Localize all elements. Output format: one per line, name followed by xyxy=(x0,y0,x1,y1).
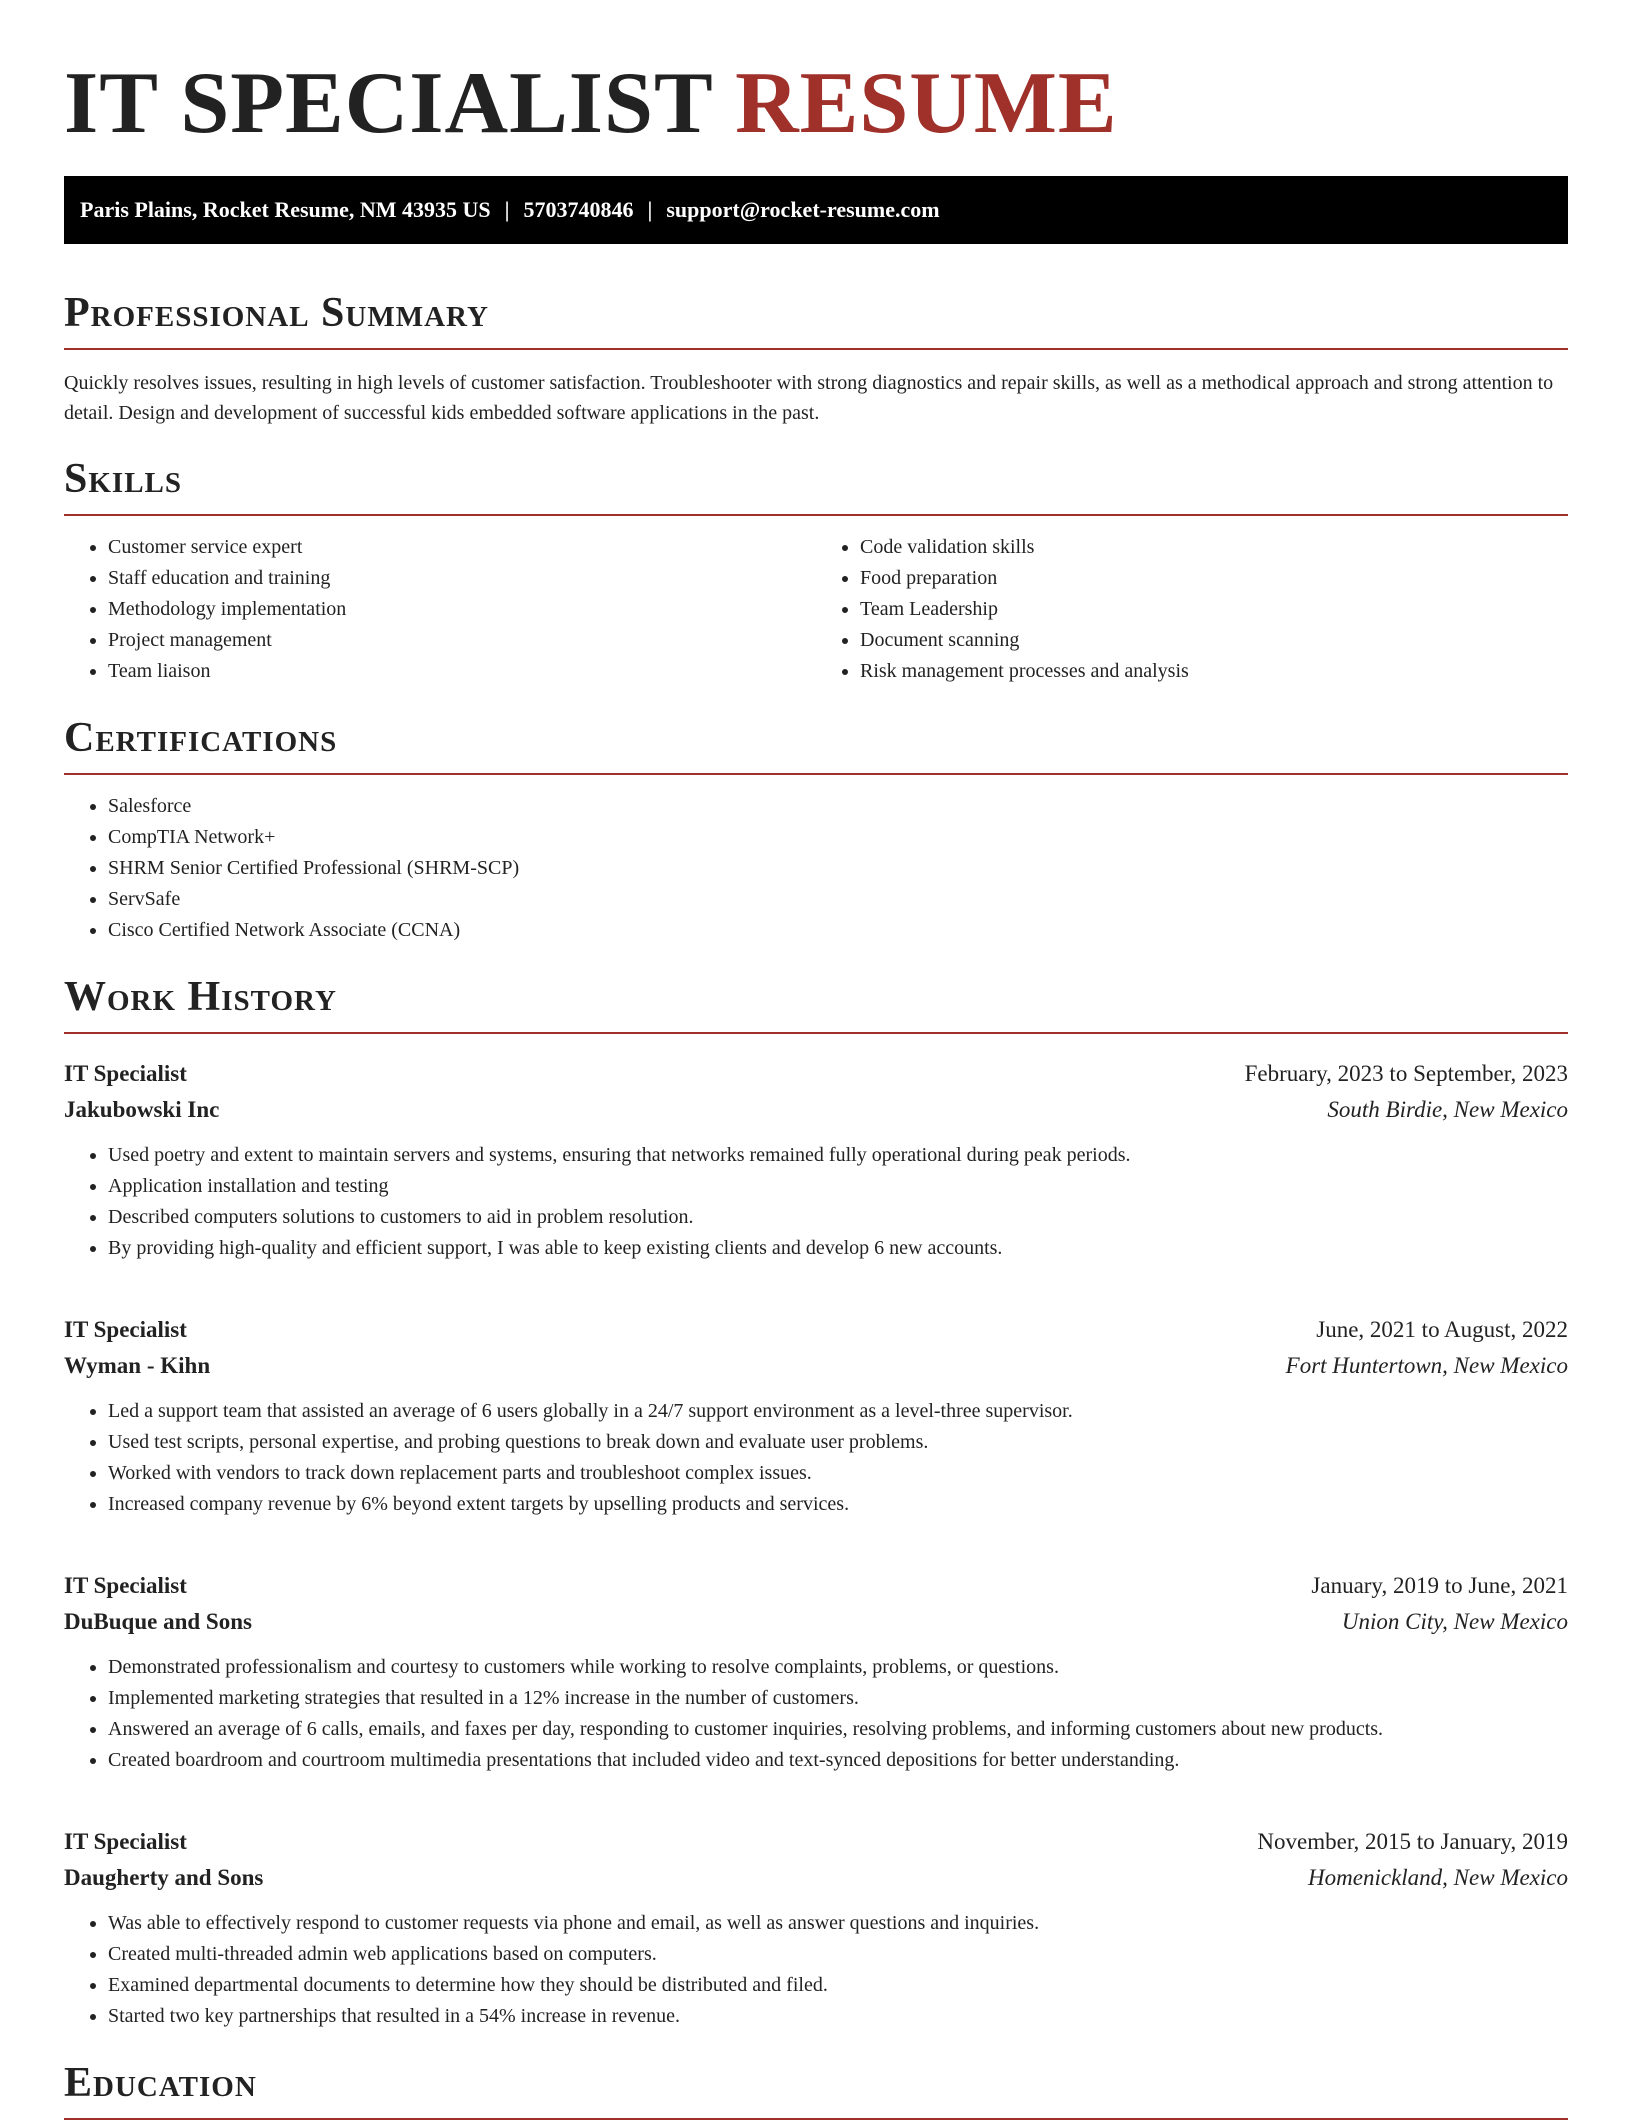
job-bullets xyxy=(64,1396,1568,1520)
contact-address: Paris Plains, Rocket Resume, NM 43935 US xyxy=(80,197,491,222)
job-header-row xyxy=(64,1568,1568,1604)
skill-item: • Team Leadership xyxy=(860,594,1568,625)
section-divider xyxy=(64,1032,1568,1034)
resume-title xyxy=(64,0,1568,166)
job-location: Fort Huntertown, New Mexico xyxy=(1285,1353,1568,1378)
job-company: Jakubowski Inc xyxy=(64,1097,220,1122)
job-bullet: • By providing high-quality and efficient support, I was able to keep existing clients and develop 6 new accounts. xyxy=(108,1233,1568,1264)
job-header-row xyxy=(64,1312,1568,1348)
skill-item: • Customer service expert xyxy=(108,532,816,563)
job-bullet: • Examined departmental documents to determine how they should be distributed and filed. xyxy=(108,1970,1568,2001)
job-entry xyxy=(64,1312,1568,1520)
skill-item: • Methodology implementation xyxy=(108,594,816,625)
skill-item: • Team liaison xyxy=(108,656,816,687)
job-dates: February, 2023 to September, 2023 xyxy=(1244,1061,1568,1086)
job-bullet: • Application installation and testing xyxy=(108,1171,1568,1202)
education-section xyxy=(64,2058,1568,2120)
job-bullets xyxy=(64,1908,1568,2032)
skills-section xyxy=(64,454,1568,687)
job-bullet: • Led a support team that assisted an average of 6 users globally in a 24/7 support environment as a level-three supervisor. xyxy=(108,1396,1568,1427)
education-heading: Education xyxy=(64,2060,257,2106)
job-bullet: • Used test scripts, personal expertise, and probing questions to break down and evaluate user problems. xyxy=(108,1427,1568,1458)
certification-item: • ServSafe xyxy=(108,884,1568,915)
job-bullet: • Started two key partnerships that resulted in a 54% increase in revenue. xyxy=(108,2001,1568,2032)
certifications-list xyxy=(64,791,1568,946)
certifications-heading: Certifications xyxy=(64,715,338,761)
certification-item: • CompTIA Network+ xyxy=(108,822,1568,853)
job-bullet: • Implemented marketing strategies that resulted in a 12% increase in the number of customers. xyxy=(108,1683,1568,1714)
contact-separator: | xyxy=(647,197,653,222)
job-bullet: • Was able to effectively respond to customer requests via phone and email, as well as answer questions and inquiries. xyxy=(108,1908,1568,1939)
job-company-row xyxy=(64,1604,1568,1640)
job-title: IT Specialist xyxy=(64,1061,187,1086)
job-bullet: • Created boardroom and courtroom multimedia presentations that included video and text-synced depositions for better understanding. xyxy=(108,1745,1568,1776)
job-dates: June, 2021 to August, 2022 xyxy=(1316,1317,1568,1342)
skill-item: • Project management xyxy=(108,625,816,656)
job-company: Daugherty and Sons xyxy=(64,1865,264,1890)
contact-separator: | xyxy=(504,197,510,222)
work-history-section xyxy=(64,972,1568,2032)
summary-section xyxy=(64,288,1568,428)
job-title: IT Specialist xyxy=(64,1829,187,1854)
contact-bar xyxy=(64,176,1568,244)
skills-heading: Skills xyxy=(64,456,183,502)
certification-item: • Cisco Certified Network Associate (CCNA) xyxy=(108,915,1568,946)
job-title: IT Specialist xyxy=(64,1573,187,1598)
summary-heading: Professional Summary xyxy=(64,290,489,336)
job-company: DuBuque and Sons xyxy=(64,1609,252,1634)
skill-item: • Document scanning xyxy=(860,625,1568,656)
job-bullets xyxy=(64,1652,1568,1776)
skill-item: • Risk management processes and analysis xyxy=(860,656,1568,687)
job-dates: January, 2019 to June, 2021 xyxy=(1311,1573,1568,1598)
contact-email[interactable]: support@rocket-resume.com xyxy=(666,197,940,222)
job-location: South Birdie, New Mexico xyxy=(1327,1097,1568,1122)
job-title: IT Specialist xyxy=(64,1317,187,1342)
job-dates: November, 2015 to January, 2019 xyxy=(1257,1829,1568,1854)
work-history-heading: Work History xyxy=(64,974,337,1020)
job-entry xyxy=(64,1568,1568,1776)
job-location: Homenickland, New Mexico xyxy=(1308,1865,1568,1890)
title-part-2: RESUME xyxy=(735,55,1118,152)
job-company-row xyxy=(64,1092,1568,1128)
job-bullet: • Answered an average of 6 calls, emails, and faxes per day, responding to customer inquiries, resolving problems, and informing customers about new products. xyxy=(108,1714,1568,1745)
certification-item: • SHRM Senior Certified Professional (SHRM-SCP) xyxy=(108,853,1568,884)
job-entry xyxy=(64,1824,1568,2032)
job-bullet: • Used poetry and extent to maintain servers and systems, ensuring that networks remained fully operational during peak periods. xyxy=(108,1140,1568,1171)
section-divider xyxy=(64,773,1568,775)
summary-text: Quickly resolves issues, resulting in high levels of customer satisfaction. Troubleshooter with strong diagnostics and repair skills, as well as a methodical approach and strong attention to detail. Design and development of successful kids embedded software applications in the past. xyxy=(64,372,1554,424)
job-bullet: • Increased company revenue by 6% beyond extent targets by upselling products and services. xyxy=(108,1489,1568,1520)
job-bullet: • Created multi-threaded admin web applications based on computers. xyxy=(108,1939,1568,1970)
job-bullets xyxy=(64,1140,1568,1264)
job-bullet: • Worked with vendors to track down replacement parts and troubleshoot complex issues. xyxy=(108,1458,1568,1489)
job-entry xyxy=(64,1056,1568,1264)
job-company: Wyman - Kihn xyxy=(64,1353,211,1378)
title-part-1: IT SPECIALIST xyxy=(64,55,713,152)
certification-item: • Salesforce xyxy=(108,791,1568,822)
skill-item: • Food preparation xyxy=(860,563,1568,594)
section-divider xyxy=(64,348,1568,350)
skills-list-right xyxy=(816,532,1568,687)
certifications-section xyxy=(64,713,1568,946)
job-header-row xyxy=(64,1824,1568,1860)
contact-phone[interactable]: 5703740846 xyxy=(523,197,634,222)
job-company-row xyxy=(64,1860,1568,1896)
job-header-row xyxy=(64,1056,1568,1092)
job-bullet: • Demonstrated professionalism and courtesy to customers while working to resolve complaints, problems, or questions. xyxy=(108,1652,1568,1683)
job-bullet: • Described computers solutions to customers to aid in problem resolution. xyxy=(108,1202,1568,1233)
skills-grid xyxy=(64,516,1568,687)
skills-list-left xyxy=(64,532,816,687)
skill-item: • Staff education and training xyxy=(108,563,816,594)
skill-item: • Code validation skills xyxy=(860,532,1568,563)
job-company-row xyxy=(64,1348,1568,1384)
job-location: Union City, New Mexico xyxy=(1341,1609,1568,1634)
